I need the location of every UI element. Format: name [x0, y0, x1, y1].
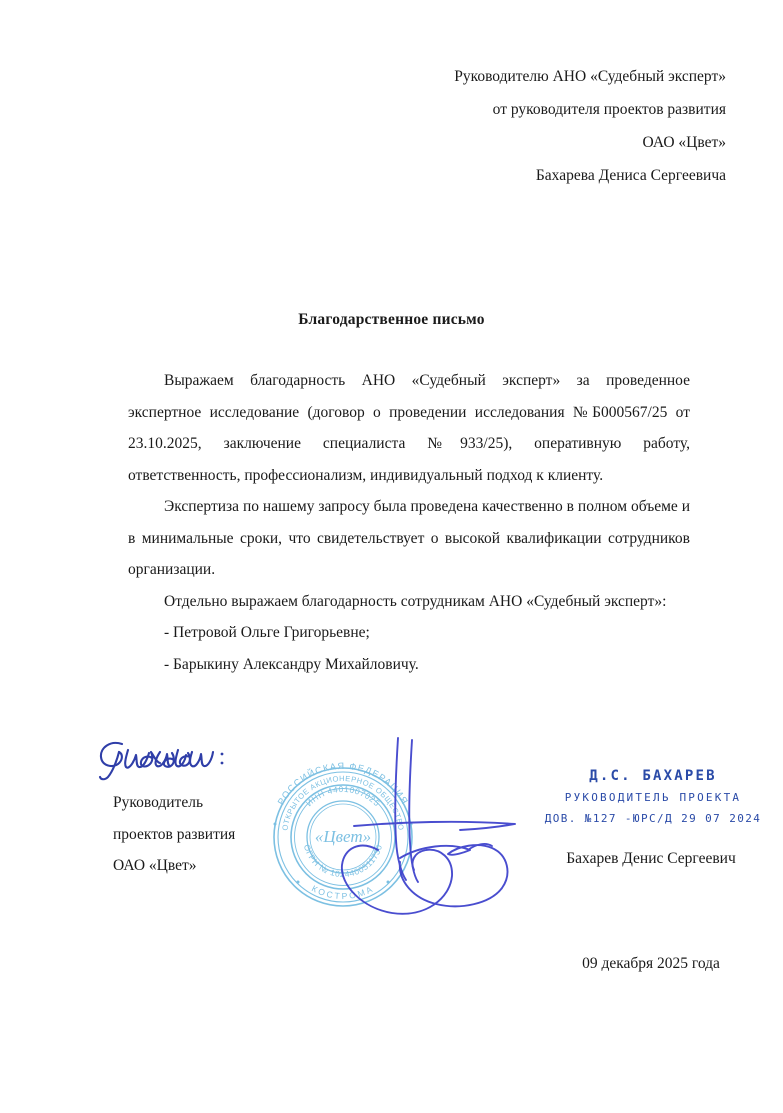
document-body: [128, 365, 690, 680]
svg-text:РОССИЙСКАЯ ФЕДЕРАЦИЯ: РОССИЙСКАЯ ФЕДЕРАЦИЯ: [275, 760, 411, 807]
handwritten-regards: [96, 738, 266, 782]
body-list-item-2: - Барыкину Александру Михайловичу.: [164, 655, 419, 673]
facsimile-stamp: [528, 766, 778, 829]
svg-text:ОТКРЫТОЕ АКЦИОНЕРНОЕ ОБЩЕСТВО: ОТКРЫТОЕ АКЦИОНЕРНОЕ ОБЩЕСТВО: [280, 773, 406, 832]
signature-role-line-1: Руководитель: [113, 794, 204, 811]
signature-role-line-3: ОАО «Цвет»: [113, 857, 197, 874]
document-date: 09 декабря 2025 года: [582, 955, 720, 972]
svg-text:ОГРН № 1024400511730: ОГРН № 1024400511730: [301, 843, 385, 880]
body-paragraph-1: Выражаем благодарность АНО «Судебный эксперт» за проведенное экспертное исследование (договор о проведении исследования №Б000567/25 от 23.10.2025, заключение специалиста №933/25), оперативную работу, ответственность, профессионализм, индивидуальный подход к клиенту.: [128, 372, 690, 484]
signer-name: Бахарев Денис Сергеевич: [566, 850, 736, 867]
addressee-line-3: ОАО «Цвет»: [642, 134, 726, 151]
addressee-line-4: Бахарева Дениса Сергеевича: [535, 167, 726, 184]
signature-role-line-2: проектов развития: [113, 825, 236, 843]
svg-text:КОСТРОМА: КОСТРОМА: [310, 883, 376, 902]
facsimile-authority: ДОВ. №127 -ЮРС/Д 29 07 2024: [544, 812, 762, 825]
addressee-line-1: Руководителю АНО «Судебный эксперт»: [454, 68, 726, 85]
page-title: Благодарственное письмо: [298, 311, 485, 328]
body-paragraph-3: Отдельно выражаем благодарность сотрудникам АНО «Судебный эксперт»:: [164, 592, 667, 610]
addressee-line-2: от руководителя проектов развития: [492, 101, 726, 118]
facsimile-role: РУКОВОДИТЕЛЬ ПРОЕКТА: [564, 791, 742, 804]
svg-text:«Цвет»: «Цвет»: [314, 827, 372, 846]
signature-role-block: [113, 787, 235, 882]
body-paragraph-2: Экспертиза по нашему запросу была проведена качественно в полном объеме и в минимальные сроки, что свидетельствует о высокой квалификации сотрудников организации.: [128, 498, 690, 578]
facsimile-name: Д.С. БАХАРЕВ: [589, 768, 717, 784]
addressee-block: [306, 60, 726, 192]
body-list-item-1: - Петровой Ольге Григорьевне;: [164, 624, 370, 641]
svg-text:ИНН 4401007025: ИНН 4401007025: [303, 783, 383, 809]
company-round-stamp: [258, 752, 428, 922]
